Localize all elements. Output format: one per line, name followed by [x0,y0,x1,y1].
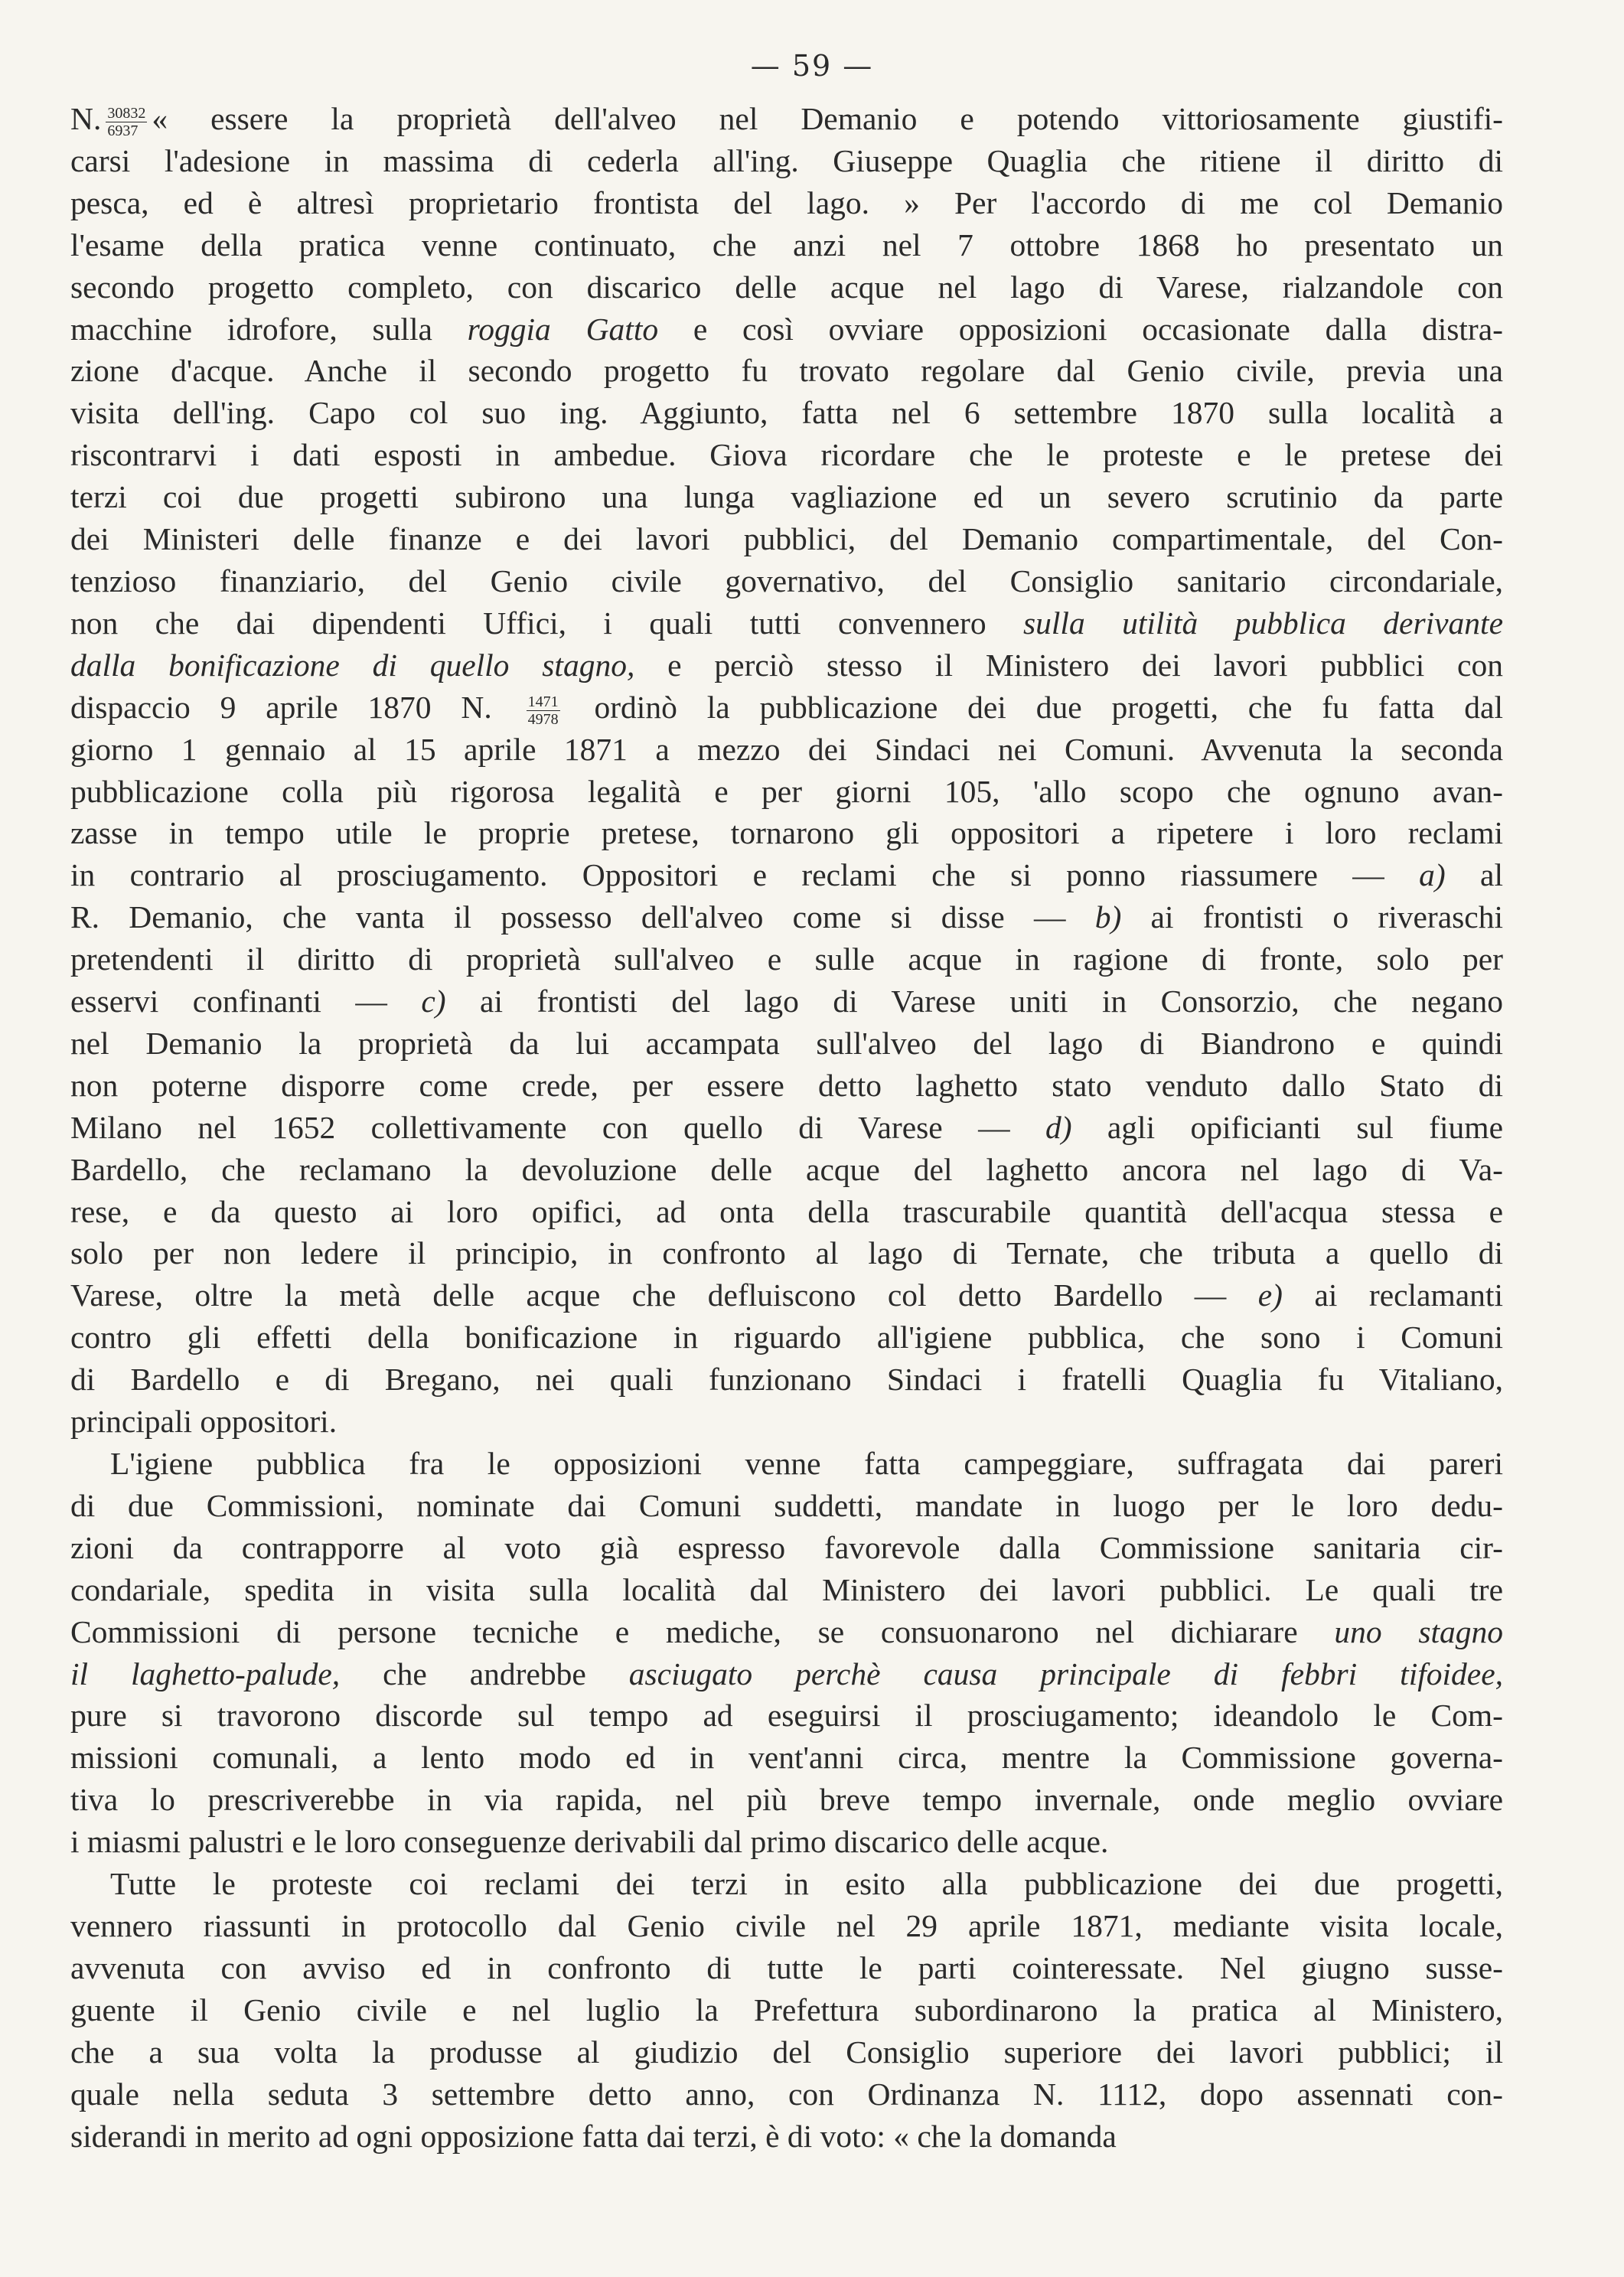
text-segment: missioni comunali, a lento modo ed in vent'anni circa, mentre la Commissione governa- [70,1740,1503,1776]
italic-text: sulla utilità pubblica derivante [1022,605,1503,641]
italic-text: e) [1257,1277,1283,1313]
italic-text: dalla bonificazione di quello stagno, [70,647,635,683]
fraction-numerator: 30832 [107,104,146,122]
text-segment: dispaccio 9 aprile 1870 N. [70,689,522,725]
text-line [70,434,1503,476]
paragraph-3 [70,1863,1503,2157]
reference-prefix: N. [70,101,102,136]
text-line [70,392,1503,434]
fraction-numerator: 1471 [527,693,559,710]
text-line [70,1359,1503,1401]
text-line [70,1401,1503,1443]
page-number: — 59 — [750,49,874,83]
text-line [70,560,1503,602]
text-line [70,1653,1503,1695]
text-segment: e perciò stesso il Ministero dei lavori pubblici con [634,647,1503,683]
text-line [70,518,1503,560]
text-segment: secondo progetto completo, con discarico delle acque nel lago di Varese, rialzandole con [70,269,1503,305]
text-segment: al [1445,857,1503,893]
text-line [70,1232,1503,1274]
text-segment: non poterne disporre come crede, per essere detto laghetto stato venduto dallo Stato di [70,1067,1503,1103]
text-segment: i miasmi palustri e le loro conseguenze derivabili dal primo discarico delle acque. [70,1824,1109,1860]
text-line [70,980,1503,1023]
text-line [70,896,1503,938]
body-text [70,98,1503,2157]
text-segment: Bardello, che reclamano la devoluzione delle acque del laghetto ancora nel lago di Va- [70,1151,1503,1187]
text-line [70,1023,1503,1065]
text-segment: tiva lo prescriverebbe in via rapida, nel più breve tempo invernale, onde meglio ovviare [70,1782,1503,1818]
italic-text: asciugato perchè causa principale di febbri tifoidee, [628,1656,1503,1691]
text-segment: giorno 1 gennaio al 15 aprile 1871 a mezzo dei Sindaci nei Comuni. Avvenuta la seconda [70,731,1503,767]
text-segment: R. Demanio, che vanta il possesso dell'alveo come si disse — [70,899,1095,935]
text-line [70,308,1503,351]
text-segment: principali oppositori. [70,1404,338,1440]
text-segment: che a sua volta la produsse al giudizio del Consiglio superiore dei lavori pubblici; il [70,2034,1503,2070]
text-line [70,938,1503,980]
text-line [70,1905,1503,1947]
text-line [70,1989,1503,2031]
text-segment: L'igiene pubblica fra le opposizioni venne fatta campeggiare, suffragata dai pareri [110,1446,1503,1481]
text-line [70,350,1503,392]
text-line [70,1316,1503,1359]
text-line [70,2031,1503,2073]
text-line [70,644,1503,687]
fraction-denominator: 4978 [527,710,559,728]
text-line [70,1821,1503,1863]
text-segment: pretendenti il diritto di proprietà sull'alveo e sulle acque in ragione di fronte, solo per [70,941,1503,977]
text-segment: esservi confinanti — [70,984,422,1019]
text-segment: zasse in tempo utile le proprie pretese, tornarono gli oppositori a ripetere i loro reclami [70,815,1503,851]
text-segment: l'esame della pratica venne continuato, che anzi nel 7 ottobre 1868 ho presentato un [70,227,1503,263]
italic-text: b) [1094,899,1122,935]
text-line [70,224,1503,266]
reference-fraction [106,105,147,139]
italic-text: d) [1045,1109,1072,1145]
text-line [70,140,1503,182]
text-segment: Commissioni di persone tecniche e mediche, se consuonarono nel dichiarare [70,1613,1335,1649]
text-line [70,1485,1503,1527]
text-segment: guente il Genio civile e nel luglio la Prefettura subordinarono la pratica al Ministero, [70,1992,1503,2027]
text-segment: Varese, oltre la metà delle acque che defluiscono col detto Bardello — [70,1277,1258,1313]
text-line [70,1695,1503,1737]
text-segment: zione d'acque. Anche il secondo progetto fu trovato regolare dal Genio civile, previa una [70,353,1503,389]
text-segment: terzi coi due progetti subirono una lunga vagliazione ed un severo scrutinio da parte [70,479,1503,515]
paragraph-1 [70,98,1503,1443]
text-segment: pubblicazione colla più rigorosa legalità e per giorni 105, 'allo scopo che ognuno avan- [70,773,1503,809]
reference-fraction [527,693,560,728]
text-line [70,98,1503,140]
text-segment: dei Ministeri delle finanze e dei lavori pubblici, del Demanio compartimentale, del Con- [70,521,1503,557]
text-line [70,1527,1503,1569]
text-line [70,1107,1503,1149]
text-line [70,476,1503,518]
text-segment: in contrario al prosciugamento. Oppositori e reclami che si ponno riassumere — [70,857,1420,893]
fraction-denominator: 6937 [107,122,139,139]
text-line [70,1737,1503,1779]
text-line [70,1611,1503,1653]
text-line [70,602,1503,644]
text-segment: carsi l'adesione in massima di cederla all'ing. Giuseppe Quaglia che ritiene il diritto di [70,142,1503,178]
text-segment: ai frontisti o riveraschi [1121,899,1503,935]
text-segment: ai frontisti del lago di Varese uniti in Consorzio, che negano [445,984,1503,1019]
text-segment: solo per non ledere il principio, in confronto al lago di Ternate, che tributa a quello di [70,1235,1503,1271]
italic-text: a) [1419,857,1446,893]
text-segment: macchine idrofore, sulla [70,311,468,347]
text-line [70,812,1503,854]
text-line [70,1065,1503,1107]
text-segment: e così ovviare opposizioni occasionate dalla distra- [658,311,1503,347]
text-segment: ordinò la pubblicazione dei due progetti, che fu fatta dal [564,689,1503,725]
text-line [70,1569,1503,1611]
text-segment: ai reclamanti [1283,1277,1503,1313]
text-segment: zioni da contrapporre al voto già espresso favorevole dalla Commissione sanitaria cir- [70,1529,1503,1565]
text-segment: quale nella seduta 3 settembre detto anno, con Ordinanza N. 1112, dopo assennati con- [70,2076,1503,2112]
text-segment: contro gli effetti della bonificazione in riguardo all'igiene pubblica, che sono i Comuni [70,1320,1503,1355]
text-line [70,854,1503,896]
text-line [70,1863,1503,1905]
text-segment: vennero riassunti in protocollo dal Genio civile nel 29 aprile 1871, mediante visita locale, [70,1907,1503,1943]
text-segment: rese, e da questo ai loro opifici, ad onta della trascurabile quantità dell'acqua stessa e [70,1193,1503,1229]
italic-text: c) [421,984,446,1019]
text-segment: condariale, spedita in visita sulla località dal Ministero dei lavori pubblici. Le quali tre [70,1571,1503,1607]
paragraph-2 [70,1443,1503,1863]
text-line [70,2073,1503,2116]
text-segment: tenzioso finanziario, del Genio civile governativo, del Consiglio sanitario circondariale, [70,563,1503,599]
text-line [70,266,1503,308]
text-line [70,729,1503,771]
text-line [70,2116,1503,2158]
italic-text: roggia Gatto [467,311,659,347]
text-line [70,771,1503,813]
text-line [70,687,1503,729]
text-segment: pesca, ed è altresì proprietario frontista del lago. » Per l'accordo di me col Demanio [70,184,1503,220]
italic-text: uno stagno [1334,1613,1503,1649]
text-segment: che andrebbe [340,1656,629,1691]
text-segment: pure si travorono discorde sul tempo ad eseguirsi il prosciugamento; ideandolo le Com- [70,1698,1503,1734]
text-segment: siderandi in merito ad ogni opposizione fatta dai terzi, è di voto: « che la domanda [70,2118,1117,2154]
text-line [70,1947,1503,1989]
text-segment: non che dai dipendenti Uffici, i quali tutti convennero [70,605,1023,641]
text-line [70,1274,1503,1316]
text-segment: Milano nel 1652 collettivamente con quello di Varese — [70,1109,1045,1145]
text-segment: « essere la proprietà dell'alveo nel Demanio e potendo vittoriosamente giustifi- [152,101,1503,136]
text-segment: riscontrarvi i dati esposti in ambedue. Giova ricordare che le proteste e le pretese dei [70,437,1503,473]
text-segment: visita dell'ing. Capo col suo ing. Aggiunto, fatta nel 6 settembre 1870 sulla località a [70,395,1503,431]
text-segment: di Bardello e di Bregano, nei quali funzionano Sindaci i fratelli Quaglia fu Vitaliano, [70,1362,1503,1398]
text-segment: nel Demanio la proprietà da lui accampata sull'alveo del lago di Biandrono e quindi [70,1025,1503,1061]
text-segment: agli opificianti sul fiume [1071,1109,1503,1145]
italic-text: il laghetto-palude, [70,1656,341,1691]
text-line [70,1149,1503,1191]
text-segment: Tutte le proteste coi reclami dei terzi in esito alla pubblicazione dei due progetti, [110,1866,1503,1902]
text-line [70,182,1503,224]
text-line [70,1443,1503,1485]
text-line [70,1191,1503,1233]
text-segment: di due Commissioni, nominate dai Comuni suddetti, mandate in luogo per le loro dedu- [70,1487,1503,1523]
text-segment: avvenuta con avviso ed in confronto di tutte le parti cointeressate. Nel giugno susse- [70,1949,1503,1985]
text-line [70,1779,1503,1821]
